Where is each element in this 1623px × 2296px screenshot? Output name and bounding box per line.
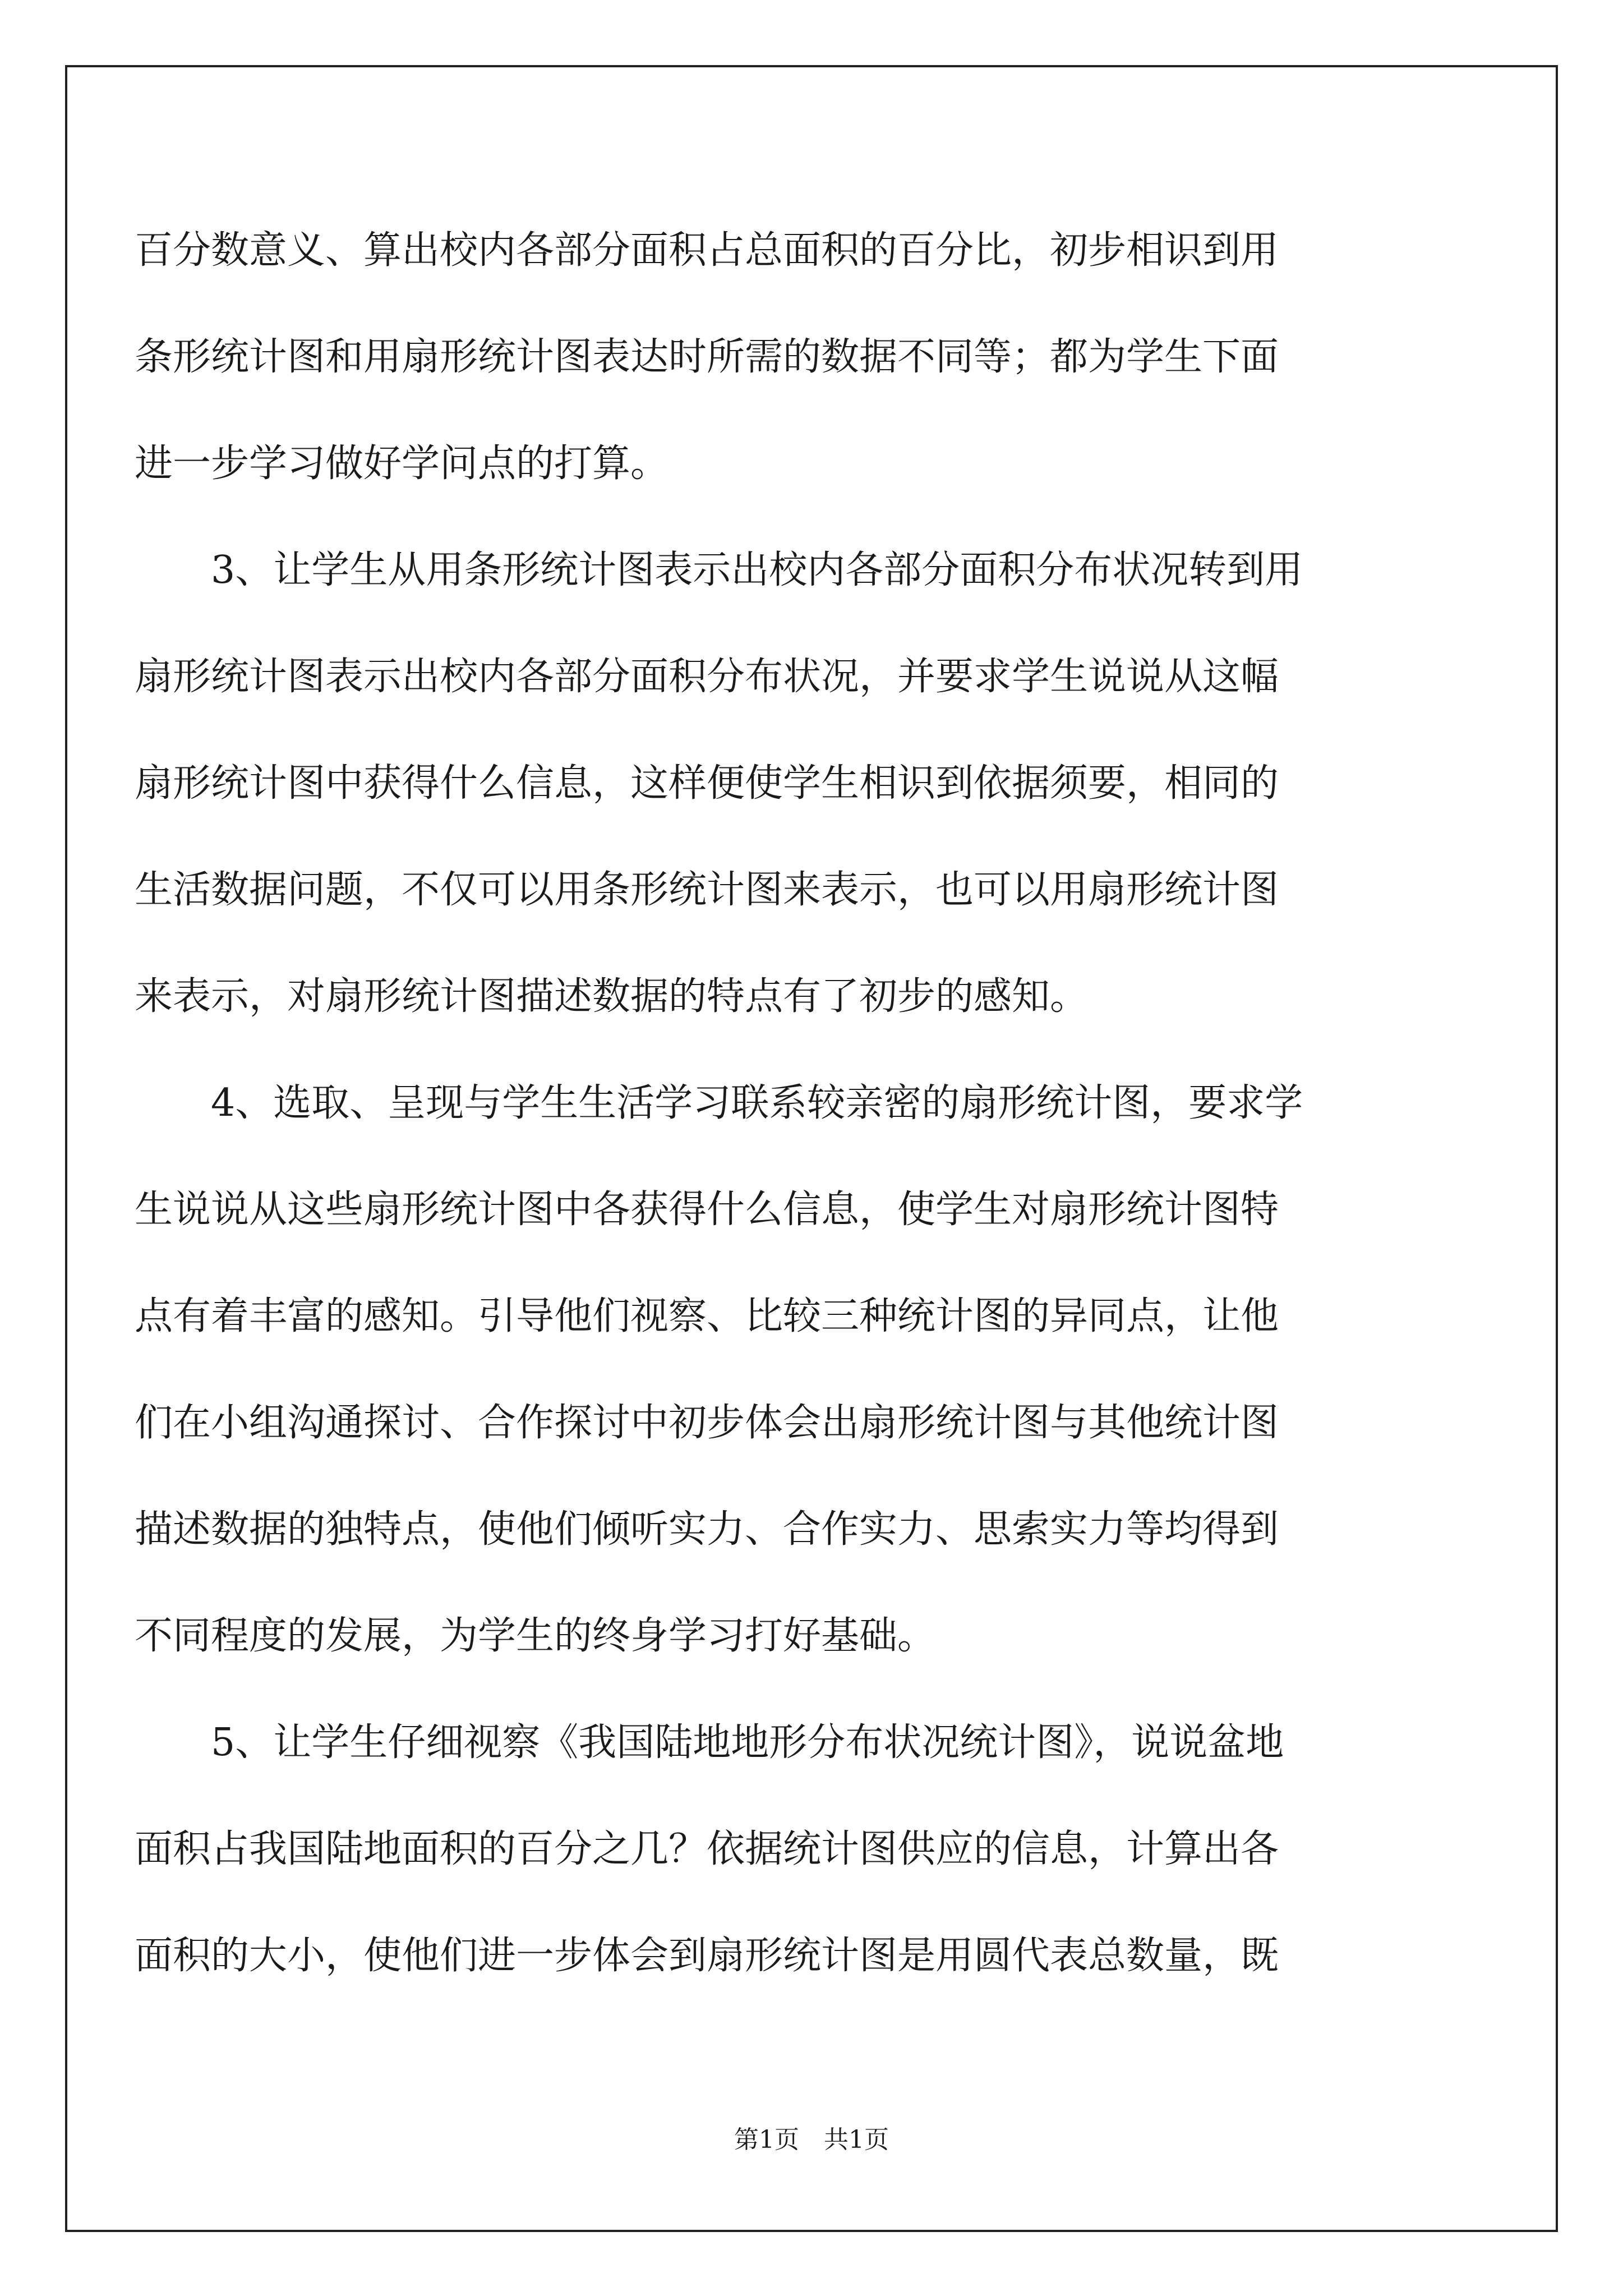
text-line: 生活数据问题，不仅可以用条形统计图来表示，也可以用扇形统计图 [135,868,1279,912]
text-line: 们在小组沟通探讨、合作探讨中初步体会出扇形统计图与其他统计图 [135,1401,1279,1445]
text-line: 生说说从这些扇形统计图中各获得什么信息，使学生对扇形统计图特 [135,1188,1279,1232]
text-line: 面积的大小，使他们进一步体会到扇形统计图是用圆代表总数量，既 [135,1934,1279,1978]
text-line: 点有着丰富的感知。引导他们视察、比较三种统计图的异同点，让他 [135,1294,1279,1338]
text-line: 来表示，对扇形统计图描述数据的特点有了初步的感知。 [135,974,1089,1019]
text-line: 条形统计图和用扇形统计图表达时所需的数据不同等；都为学生下面 [135,335,1279,379]
text-line: 3、让学生从用条形统计图表示出校内各部分面积分布状况转到用 [135,548,1303,592]
text-line: 不同程度的发展，为学生的终身学习打好基础。 [135,1614,936,1658]
text-line: 扇形统计图中获得什么信息，这样便使学生相识到依据须要，相同的 [135,761,1279,806]
text-line: 扇形统计图表示出校内各部分面积分布状况，并要求学生说说从这幅 [135,655,1279,699]
text-line: 面积占我国陆地面积的百分之几？依据统计图供应的信息，计算出各 [135,1827,1279,1871]
document-body [135,197,1312,2009]
text-line: 进一步学习做好学问点的打算。 [135,441,669,486]
page-footer [0,2119,1623,2155]
text-line: 5、让学生仔细视察《我国陆地地形分布状况统计图》，说说盆地 [135,1720,1284,1765]
text-line: 4、选取、呈现与学生生活学习联系较亲密的扇形统计图，要求学 [135,1081,1303,1125]
text-line: 描述数据的独特点，使他们倾听实力、合作实力、思索实力等均得到 [135,1507,1279,1552]
text-line: 百分数意义、算出校内各部分面积占总面积的百分比，初步相识到用 [135,228,1279,273]
page-number-label: 第1页 共1页 [734,2125,889,2154]
